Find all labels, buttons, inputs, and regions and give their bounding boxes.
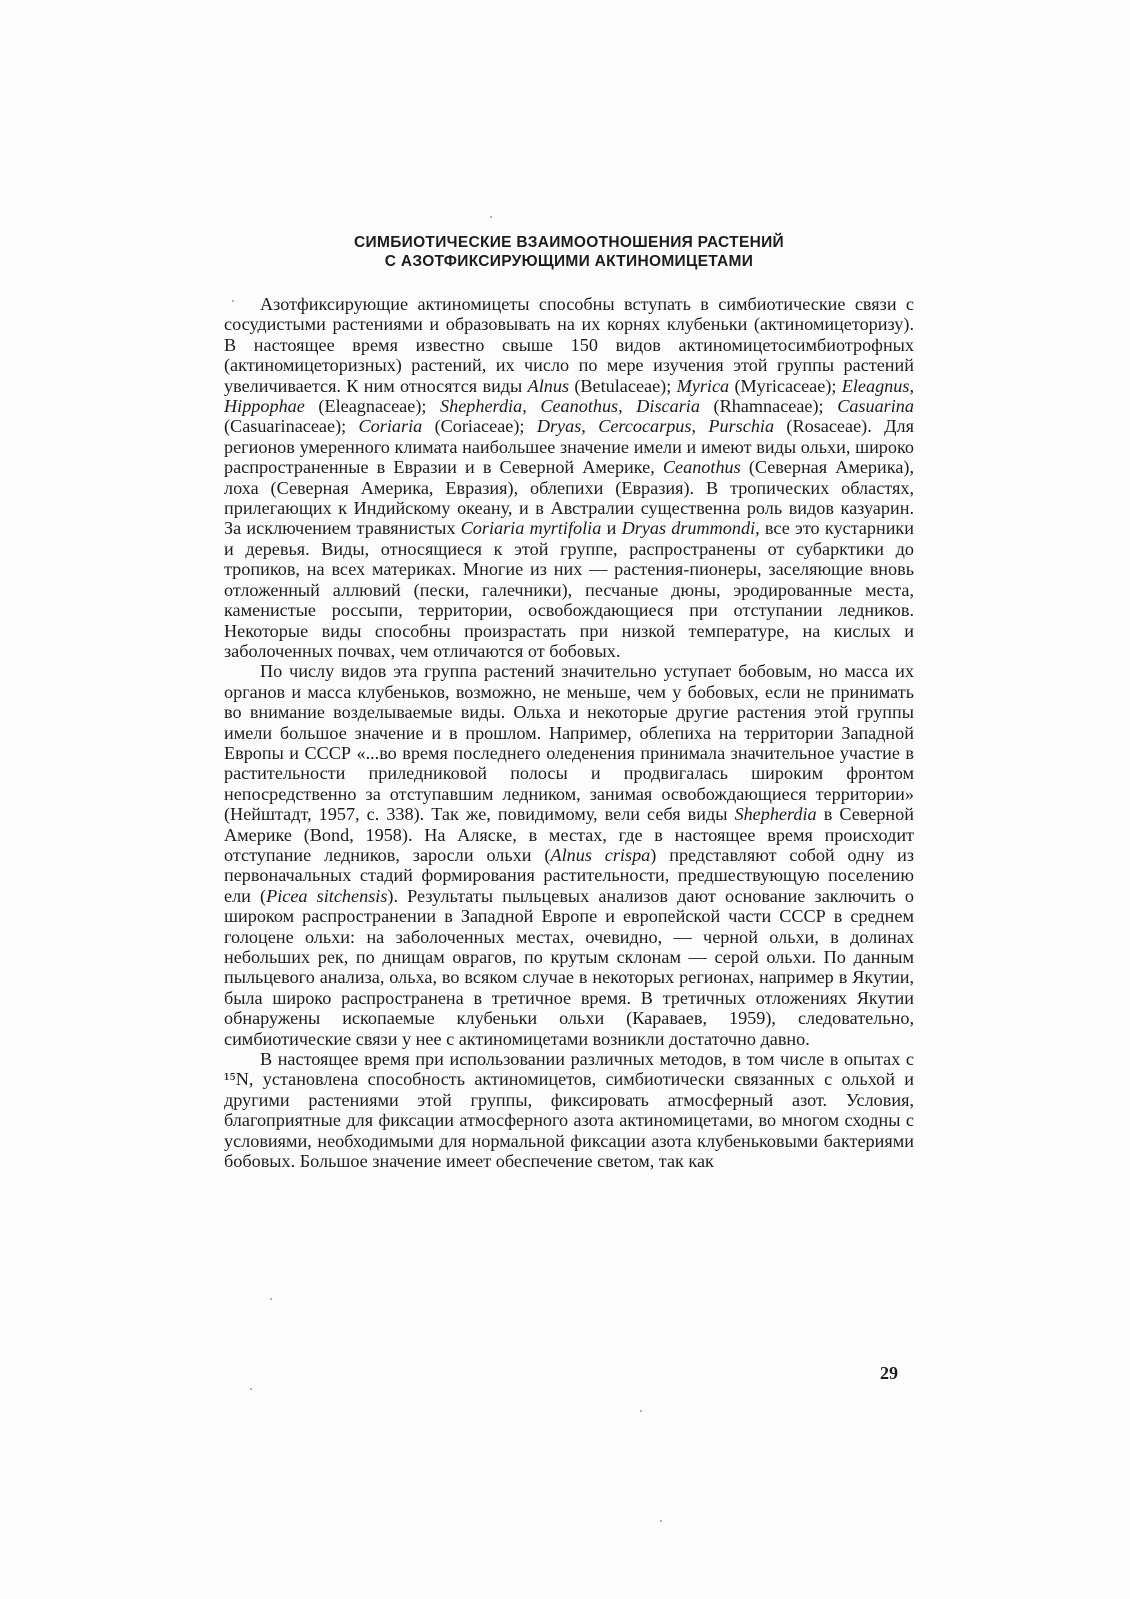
text-run: (Rhamnaceae); (699, 396, 838, 417)
latin-taxon-name: Shepherdia (734, 804, 817, 825)
text-run: (Coriaceae); (422, 416, 537, 437)
paragraph-2 (224, 661, 914, 1049)
chapter-title (224, 233, 914, 271)
text-run: и (601, 518, 622, 539)
text-run: В настоящее время при использовании различных методов, в том числе в опытах с ¹⁵N, установлена способность актиномицетов, симбиотически связанных с ольхой и другими растениями этой группы, фиксировать атмосферный азот. Условия, благоприятные для фиксации атмосферного азота актиномицетами, во многом сходны с условиями, необходимыми для нормальной фиксации азота клубеньковыми бактериями бобовых. Большое значение имеет обеспечение светом, так как (224, 1049, 914, 1172)
latin-taxon-name: Ceanothus (662, 457, 741, 478)
latin-taxon-name: Shepherdia, Ceanothus, Discaria (440, 396, 700, 417)
latin-taxon-name: Alnus (527, 375, 570, 396)
text-run: ) представляют собой одну из первоначальных стадий формирования растительности, предшествующую поселению ели ( (224, 844, 915, 906)
latin-taxon-name: Coriaria myrtifolia (460, 518, 602, 539)
text-run: Азотфиксирующие актиномицеты способны вступать в симбиотические связи с сосудистыми растениями и образовывать на их корнях клубеньки (актиномицеторизу). В настоящее время известно свыше 150 видов актиномицетосимбиотрофных (актиномицеторизных) растений, их число по мере изучения этой группы растений увеличивается. К ним относятся виды (224, 294, 914, 396)
latin-taxon-name: Coriaria (358, 416, 423, 437)
latin-taxon-name: Casuarina (837, 396, 914, 417)
text-run: (Eleagnaceae); (304, 396, 441, 417)
text-run: ). Результаты пыльцевых анализов дают основание заключить о широком распространении в Западной Европе и европейской части СССР в среднем голоцене ольхи: на заболоченных местах, очевидно, — черной ольхи, в долинах небольших рек, по днищам оврагов, по крутым склонам — серой ольхи. По данным пыльцевого анализа, ольха, во всяком случае в некоторых регионах, например в Якутии, была широко распространена в третичное время. В третичных отложениях Якутии обнаружены ископаемые клубеньки ольхи (Караваев, 1959), следовательно, симбиотические связи у нее с актиномицетами возникли достаточно давно. (224, 885, 914, 1049)
latin-taxon-name: Dryas drummondi (621, 518, 756, 539)
text-run: (Betulaceae); (569, 375, 677, 396)
page-number: 29 (880, 1363, 898, 1383)
paragraph-1 (224, 294, 914, 661)
text-run: (Северная Америка), лоха (Северная Америка, Евразия), облепихи (Евразия). В тропических областях, прилегающих к Индийскому океану, и в Австралии существенна роль видов казуарин. За исключением травянистых (224, 457, 915, 539)
body-text (224, 294, 914, 1171)
latin-taxon-name: Dryas, Cercocarpus, Purschia (536, 416, 775, 437)
text-run: в Северной Америке (Bond, 1958). На Аляске, в местах, где в настоящее время происходит отступание ледников, заросли ольхи ( (224, 804, 914, 865)
text-run: (Rosaceae). Для регионов умеренного климата наибольшее значение имели и имеют виды ольхи, широко распространенные в Евразии и в Северной Америке, (224, 416, 914, 478)
text-run: , все это кустарники и деревья. Виды, относящиеся к этой группе, распространены от субарктики до тропиков, на всех материках. Многие из них — растения-пионеры, заселяющие вновь отложенный аллювий (пески, галечники), песчаные дюны, эродированные места, каменистые россыпи, территории, освобождающиеся при отступании ледников. Некоторые виды способны произрастать при низкой температуре, на кислых и заболоченных почвах, чем отличаются от бобовых. (224, 518, 915, 661)
chapter-title-line-2: С АЗОТФИКСИРУЮЩИМИ АКТИНОМИЦЕТАМИ (384, 253, 754, 270)
text-run: (Casuarinaceae); (224, 416, 359, 437)
latin-taxon-name: Myrica (676, 375, 730, 396)
latin-taxon-name: Alnus crispa (550, 844, 651, 865)
paragraph-3 (224, 1049, 914, 1171)
latin-taxon-name: Eleagnus, Hippophae (224, 375, 914, 417)
text-run: По числу видов эта группа растений значительно уступает бобовым, но масса их органов и масса клубеньков, возможно, не меньше, чем у бобовых, если не принимать во внимание возделываемые виды. Ольха и некоторые другие растения этой группы имели большое значение и в прошлом. Например, облепиха на территории Западной Европы и СССР «...во время последнего оледенения принимала значительное участие в растительности приледниковой полосы и продвигалась широким фронтом непосредственно за отступавшим ледником, занимая освобождающиеся территории» (Нейштадт, 1957, с. 338). Так же, повидимому, вели себя виды (224, 661, 914, 825)
chapter-title-line-1: СИМБИОТИЧЕСКИЕ ВЗАИМООТНОШЕНИЯ РАСТЕНИЙ (354, 234, 784, 251)
latin-taxon-name: Picea sitchensis (266, 885, 388, 906)
text-run: (Myricaceae); (729, 375, 842, 396)
